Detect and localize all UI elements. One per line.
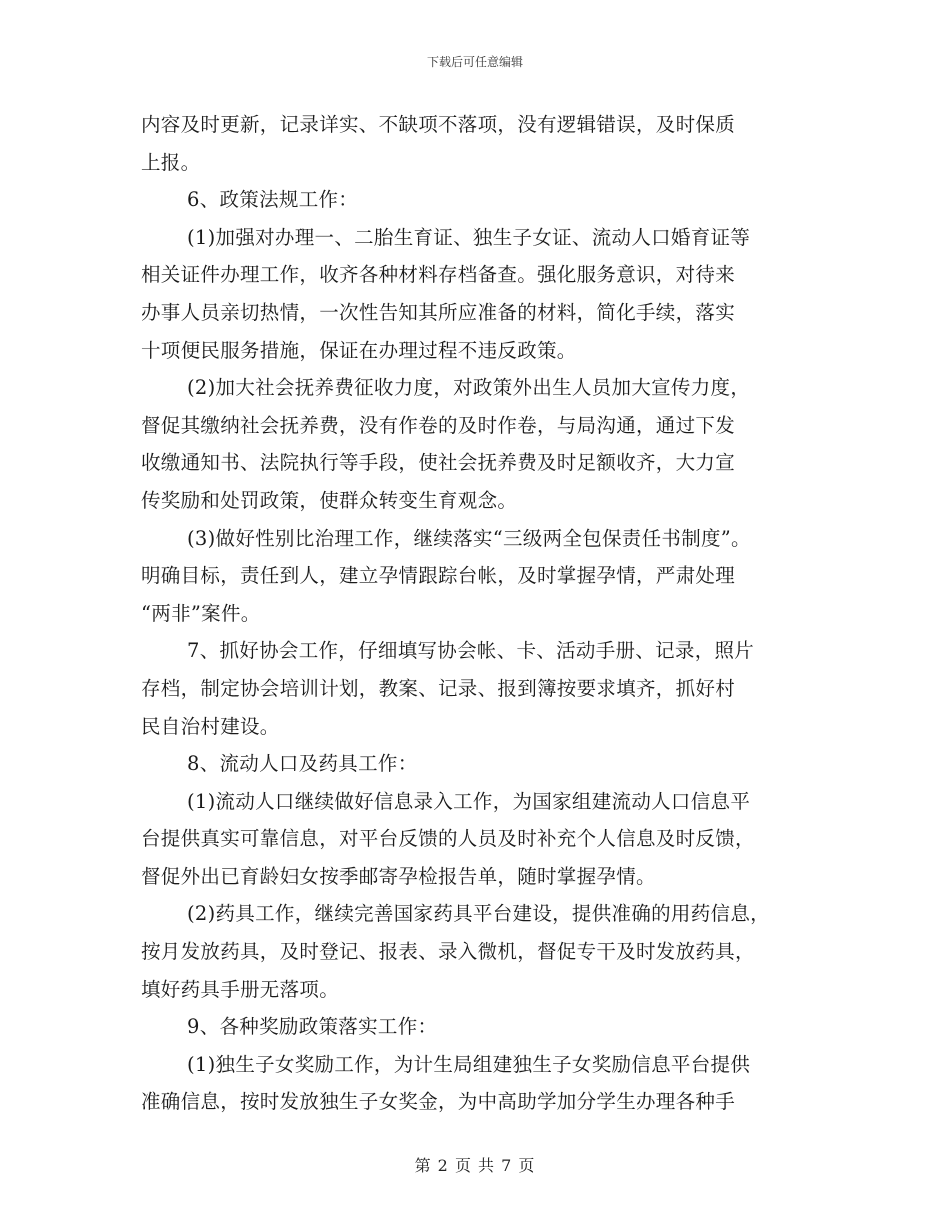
text-line: 督促外出已育龄妇女按季邮寄孕检报告单，随时掌握孕情。: [141, 864, 656, 888]
text-line: 填好药具手册无落项。: [141, 977, 340, 1001]
text-line: 6、政策法规工作：: [187, 188, 359, 212]
text-line: 7、抓好协会工作，仔细填写协会帐、卡、活动手册、记录，照片: [187, 639, 755, 663]
text-line: 内容及时更新，记录详实、不缺项不落项，没有逻辑错误，及时保质: [141, 113, 736, 136]
text-line: 办事人员亲切热情，一次性告知其所应准备的材料，简化手续，落实: [141, 300, 736, 324]
text-line: (1)流动人口继续做好信息录入工作，为国家组建流动人口信息平: [187, 789, 751, 813]
text-line: 传奖励和处罚政策，使群众转变生育观念。: [141, 488, 518, 512]
document-body: [141, 106, 821, 1121]
text-line: (1)加强对办理一、二胎生育证、独生子女证、流动人口婚育证等: [187, 225, 751, 249]
text-line: 9、各种奖励政策落实工作：: [187, 1015, 438, 1039]
text-line: 存档，制定协会培训计划，教案、记录、报到簿按要求填齐，抓好村: [141, 676, 736, 700]
text-line: 按月发放药具，及时登记、报表、录入微机，督促专干及时发放药具，: [141, 940, 755, 964]
text-line: (2)加大社会抚养费征收力度，对政策外出生人员加大宣传力度，: [187, 376, 751, 400]
text-line: 民自治村建设。: [141, 714, 280, 738]
text-line: (3)做好性别比治理工作，继续落实“三级两全包保责任书制度”。: [187, 526, 751, 550]
text-line: 准确信息，按时发放独生子女奖金，为中高助学加分学生办理各种手: [141, 1090, 736, 1114]
text-line: (2)药具工作，继续完善国家药具平台建设，提供准确的用药信息，: [187, 902, 770, 926]
text-line: 8、流动人口及药具工作：: [187, 752, 418, 776]
text-line: 督促其缴纳社会抚养费，没有作卷的及时作卷，与局沟通，通过下发: [141, 413, 736, 437]
text-line: 相关证件办理工作，收齐各种材料存档备查。强化服务意识，对待来: [141, 263, 736, 287]
page-header: 下载后可任意编辑: [426, 55, 523, 69]
text-line: 收缴通知书、法院执行等手段，使社会抚养费及时足额收齐，大力宣: [141, 451, 736, 475]
text-line: 明确目标，责任到人，建立孕情跟踪台帐，及时掌握孕情，严肃处理: [141, 564, 736, 588]
page-footer: 第 2 页 共 7 页: [414, 1156, 536, 1175]
text-line: 上报。: [141, 150, 201, 174]
text-line: “两非”案件。: [141, 601, 261, 625]
text-line: (1)独生子女奖励工作，为计生局组建独生子女奖励信息平台提供: [187, 1052, 751, 1076]
text-line: 十项便民服务措施，保证在办理过程不违反政策。: [141, 338, 577, 362]
text-line: 台提供真实可靠信息，对平台反馈的人员及时补充个人信息及时反馈，: [141, 827, 755, 851]
